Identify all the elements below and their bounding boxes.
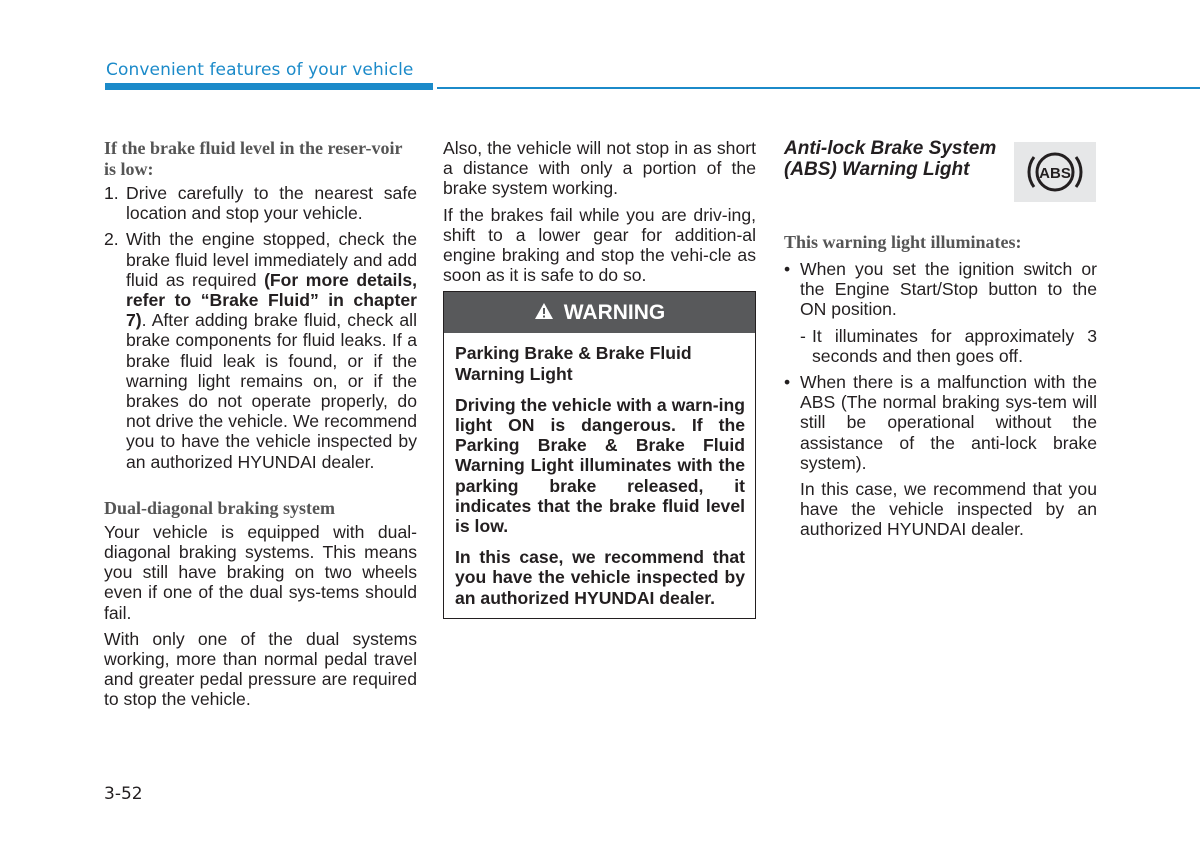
paragraph: If the brakes fail while you are driv-ing, shift to a lower gear for addition-al engine braking and stop the vehi-cle as soon as it is safe to do so. [443, 204, 756, 286]
paragraph: With only one of the dual systems working, more than normal pedal travel and greater pedal pressure are required to stop the vehicle. [104, 628, 417, 710]
paragraph: Also, the vehicle will not stop in as short a distance with only a portion of the brake system working. [443, 138, 756, 199]
warning-triangle-icon [534, 302, 554, 324]
step-number: 2. [104, 229, 119, 250]
abs-heading: Anti-lock Brake System (ABS) Warning Light [784, 138, 997, 180]
page-number: 3-52 [104, 784, 143, 804]
header-rule [437, 87, 1200, 89]
warning-body [444, 333, 755, 617]
warning-label: WARNING [563, 300, 666, 324]
bullet-text: When there is a malfunction with the ABS (The normal braking sys-tem will still be operational without the assistance of the anti-lock brake system). [800, 372, 1097, 473]
abs-icon-label: ABS [1039, 165, 1071, 182]
step-number: 1. [104, 183, 119, 203]
sub-item: - It illuminates for approximately 3 seconds and then goes off. [800, 325, 1097, 366]
sub-text: It illuminates for approximately 3 seconds and then goes off. [812, 325, 1097, 366]
step-item [104, 229, 417, 471]
column-middle [443, 138, 756, 619]
warning-header [444, 292, 755, 333]
section-title: Convenient features of your vehicle [106, 60, 414, 80]
step-text [126, 229, 417, 471]
abs-warning-icon [1014, 142, 1096, 202]
dual-diagonal-heading: Dual-diagonal braking system [104, 497, 336, 518]
illuminates-heading: This warning light illuminates: [784, 232, 1022, 252]
step-text-part: With the engine stopped, check the brake fluid level immediately and add fluid as required [126, 229, 417, 290]
bullet-text: When you set the ignition switch or the Engine Start/Stop button to the ON position. [800, 259, 1097, 320]
warning-paragraph: Driving the vehicle with a warn-ing light ON is dangerous. If the Parking Brake & Brake Fluid Warning Light illuminates with the parking brake released, it indicates that the brake fluid level is low. [455, 394, 745, 537]
bullet-item: • When there is a malfunction with the ABS (The normal braking sys-tem will still be operational without the assistance of the anti-lock brake system). [784, 372, 1097, 473]
step-text-reference: (For more details, refer to “Brake Fluid” in chapter 7) [126, 269, 418, 331]
low-fluid-heading: If the brake fluid level in the reser-voir is low: [104, 138, 403, 179]
paragraph: In this case, we recommend that you have the vehicle inspected by an authorized HYUNDAI dealer. [800, 479, 1097, 540]
warning-paragraph: In this case, we recommend that you have the vehicle inspected by an authorized HYUNDAI dealer. [455, 547, 745, 608]
warning-title: Parking Brake & Brake Fluid Warning Light [455, 343, 692, 384]
header-accent-bar [105, 83, 433, 90]
step-text: Drive carefully to the nearest safe location and stop your vehicle. [126, 183, 417, 224]
bullet-item: • When you set the ignition switch or the Engine Start/Stop button to the ON position. [784, 259, 1097, 320]
column-left [104, 138, 417, 716]
step-item [104, 183, 417, 223]
step-text-part: . After adding brake fluid, check all brake components for fluid leaks. If a brake fluid leak is found, or if the warning light remains on, or if the brakes do not operate properly, do not drive the vehicle. We recommend you to have the vehicle inspected by an authorized HYUNDAI dealer. [126, 310, 417, 472]
paragraph: Your vehicle is equipped with dual-diagonal braking systems. This means you still have braking on two wheels even if one of the dual sys-tems should fail. [104, 521, 417, 623]
warning-box [443, 291, 756, 618]
